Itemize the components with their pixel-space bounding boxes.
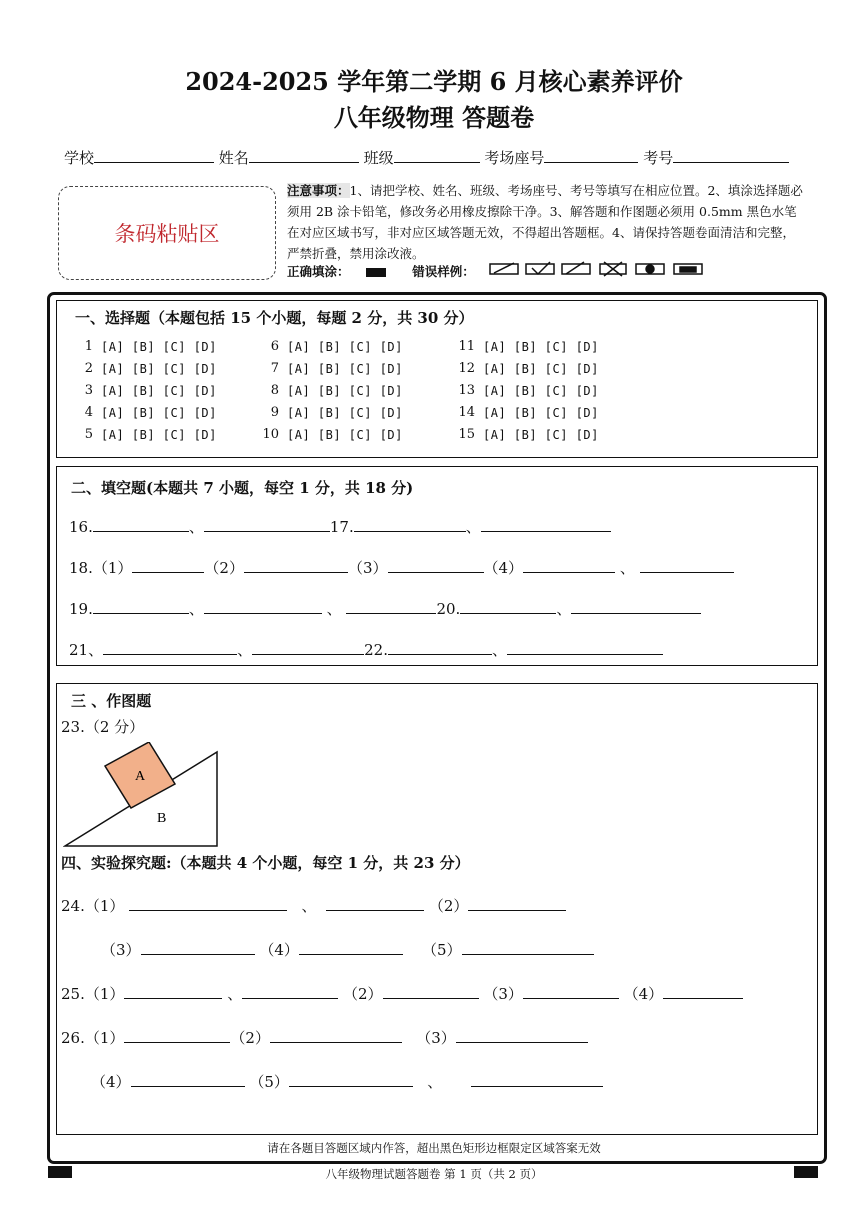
answer-bubbles[interactable]: [A] [B] [C] [D]: [101, 340, 217, 354]
part-3-label: （3）: [101, 941, 141, 959]
q19-blank-1[interactable]: [93, 597, 189, 614]
question-number: 4: [84, 405, 93, 420]
q18-blank-2[interactable]: [244, 556, 348, 573]
fill-example-row: [287, 262, 475, 280]
q26-blank-6[interactable]: [471, 1070, 603, 1087]
separator: 、: [301, 897, 317, 915]
part-2-label: （2）: [428, 897, 469, 915]
name-label: 姓名: [218, 149, 249, 167]
question-number: 13: [458, 383, 475, 398]
q24-row-2: [101, 938, 801, 960]
q18-blank-4[interactable]: [523, 556, 615, 573]
q19-20-row: [69, 597, 809, 619]
q19-blank-2[interactable]: [204, 597, 322, 614]
section4-title: 四、实验探究题:（本题共 4 个小题，每空 1 分，共 23 分）: [61, 854, 470, 872]
q18-blank-5[interactable]: [640, 556, 734, 573]
notice-text: 1、请把学校、姓名、班级、考场座号、考号等填写在相应位置。2、填涂选择题必须用 2B 涂卡铅笔，修改务必用橡皮擦除干净。3、解答题和作图题必须用 0.5mm 黑色水笔在对应区域书写，非对应区域答题无效，不得超出答题框。4、请保持答题卷面清洁和完整，严禁折叠，禁用涂改液。: [287, 183, 803, 261]
part-2-label: （2）: [342, 985, 383, 1003]
correct-fill-label: 正确填涂：: [287, 264, 350, 279]
exam-no-field[interactable]: [673, 146, 789, 163]
separator: 、: [427, 1073, 443, 1091]
part-4-label: （4）: [623, 985, 664, 1003]
question-number: 6: [270, 339, 279, 354]
school-label: 学校: [64, 149, 95, 167]
answer-bubbles[interactable]: [A] [B] [C] [D]: [101, 362, 217, 376]
question-number: 14: [458, 405, 475, 420]
separator: 、: [491, 641, 507, 659]
question-number: 2: [84, 361, 93, 376]
q26-blank-2[interactable]: [270, 1026, 402, 1043]
q24-blank-4[interactable]: [141, 938, 255, 955]
school-field[interactable]: [94, 146, 214, 163]
separator: 、: [619, 559, 635, 577]
q16-label: 16.: [69, 518, 93, 536]
answer-bubbles[interactable]: [A] [B] [C] [D]: [287, 384, 403, 398]
part-1-label: （1）: [84, 1029, 125, 1047]
wrong-fill-samples: [484, 260, 706, 278]
block-a-label: A: [135, 769, 146, 784]
q24-label: 24.: [61, 897, 85, 915]
q17-blank-1[interactable]: [354, 515, 466, 532]
separator: 、: [556, 600, 572, 618]
separator: 、: [188, 518, 204, 536]
section2-title: 二、填空题(本题共 7 小题，每空 1 分，共 18 分): [71, 479, 414, 497]
part-1-label: （1）: [92, 559, 133, 577]
q24-blank-2[interactable]: [326, 894, 424, 911]
q22-label: 22.: [364, 641, 388, 659]
part-2-label: （2）: [204, 559, 244, 577]
answer-bubbles[interactable]: [A] [B] [C] [D]: [483, 340, 599, 354]
q24-blank-1[interactable]: [129, 894, 287, 911]
part-5-label: （5）: [421, 941, 462, 959]
q25-blank-1[interactable]: [124, 982, 222, 999]
separator: 、: [237, 641, 253, 659]
question-number: 11: [458, 339, 475, 354]
page-title: 2024-2025 学年第二学期 6 月核心素养评价: [185, 67, 683, 96]
q19-blank-3[interactable]: [346, 597, 436, 614]
question-number: 15: [458, 427, 475, 442]
q26-label: 26.: [61, 1029, 85, 1047]
q21-22-row: [69, 638, 809, 660]
q22-blank-2[interactable]: [507, 638, 663, 655]
question-number: 10: [262, 427, 279, 442]
q17-label: 17.: [329, 518, 354, 536]
q26-blank-1[interactable]: [124, 1026, 230, 1043]
class-label: 班级: [363, 149, 394, 167]
notice-label: 注意事项：: [287, 183, 350, 198]
answer-bubbles[interactable]: [A] [B] [C] [D]: [483, 406, 599, 420]
question-number: 7: [270, 361, 279, 376]
student-info-row: [64, 146, 824, 168]
q18-blank-1[interactable]: [132, 556, 204, 573]
q26-blank-3[interactable]: [456, 1026, 588, 1043]
q26-blank-4[interactable]: [131, 1070, 245, 1087]
part-3-label: （3）: [416, 1029, 456, 1047]
part-4-label: （4）: [91, 1073, 131, 1091]
wrong-fill-label: 错误样例：: [412, 264, 475, 279]
q22-blank-1[interactable]: [388, 638, 492, 655]
q26-row-2: [91, 1070, 801, 1092]
question-number: 5: [84, 427, 93, 442]
q26-blank-5[interactable]: [289, 1070, 413, 1087]
q25-blank-4[interactable]: [523, 982, 619, 999]
seat-field[interactable]: [544, 146, 638, 163]
barcode-area: [58, 186, 276, 280]
answer-bubbles[interactable]: [A] [B] [C] [D]: [483, 362, 599, 376]
answer-bubbles[interactable]: [A] [B] [C] [D]: [287, 340, 403, 354]
answer-bubbles[interactable]: [A] [B] [C] [D]: [287, 428, 403, 442]
q18-row: [69, 556, 809, 578]
part-1-label: （1）: [84, 897, 125, 915]
q16-blank-1[interactable]: [93, 515, 189, 532]
page-subtitle: 八年级物理 答题卷: [333, 103, 535, 132]
q26-row-1: [61, 1026, 801, 1048]
seat-label: 考场座号: [484, 149, 545, 167]
q25-blank-2[interactable]: [242, 982, 338, 999]
answer-bubbles[interactable]: [A] [B] [C] [D]: [483, 428, 599, 442]
part-2-label: （2）: [230, 1029, 270, 1047]
question-number: 3: [84, 383, 93, 398]
exam-no-label: 考号: [643, 149, 674, 167]
section-choice: [56, 300, 818, 458]
incline-b-label: B: [157, 811, 167, 826]
answer-bubbles[interactable]: [A] [B] [C] [D]: [287, 406, 403, 420]
section-fill: [56, 466, 818, 666]
q20-label: 20.: [436, 600, 461, 618]
footer-note: 请在各题目答题区域内作答，超出黑色矩形边框限定区域答案无效: [267, 1141, 601, 1155]
q21-blank-1[interactable]: [103, 638, 237, 655]
page-footer: 八年级物理试题答题卷 第 1 页（共 2 页）: [325, 1167, 543, 1181]
separator: 、: [227, 985, 243, 1003]
section1-title: 一、选择题（本题包括 15 个小题，每题 2 分，共 30 分）: [75, 309, 474, 327]
correct-fill-sample: [366, 268, 386, 277]
answer-bubbles[interactable]: [A] [B] [C] [D]: [101, 428, 217, 442]
name-field[interactable]: [249, 146, 359, 163]
separator: 、: [326, 600, 342, 618]
q25-blank-5[interactable]: [663, 982, 743, 999]
q18-label: 18.: [69, 559, 93, 577]
section3-title: 三 、作图题: [71, 692, 152, 710]
answer-bubbles[interactable]: [A] [B] [C] [D]: [101, 384, 217, 398]
part-5-label: （5）: [249, 1073, 289, 1091]
incline-diagram[interactable]: [63, 742, 223, 850]
q21-label: 21、: [69, 641, 104, 659]
answer-bubbles[interactable]: [A] [B] [C] [D]: [101, 406, 217, 420]
q24-blank-5[interactable]: [299, 938, 403, 955]
separator: 、: [465, 518, 481, 536]
q16-17-row: [69, 515, 809, 537]
q19-label: 19.: [69, 600, 93, 618]
answer-bubbles[interactable]: [A] [B] [C] [D]: [483, 384, 599, 398]
q24-row-1: [61, 894, 801, 916]
part-1-label: （1）: [84, 985, 125, 1003]
q17-blank-2[interactable]: [481, 515, 611, 532]
q25-blank-3[interactable]: [383, 982, 479, 999]
q18-blank-3[interactable]: [388, 556, 484, 573]
q16-blank-2[interactable]: [204, 515, 330, 532]
class-field[interactable]: [394, 146, 480, 163]
question-number: 12: [458, 361, 475, 376]
answer-bubbles[interactable]: [A] [B] [C] [D]: [287, 362, 403, 376]
notice-block: [287, 180, 807, 264]
q20-blank-2[interactable]: [571, 597, 701, 614]
q24-blank-6[interactable]: [462, 938, 594, 955]
q25-row: [61, 982, 801, 1004]
part-3-label: （3）: [483, 985, 523, 1003]
q20-blank-1[interactable]: [460, 597, 556, 614]
separator: 、: [188, 600, 204, 618]
barcode-label: 条码粘贴区: [114, 222, 220, 246]
q24-blank-3[interactable]: [468, 894, 566, 911]
section-drawing-experiment: [56, 683, 818, 1135]
part-4-label: （4）: [259, 941, 299, 959]
q23-label: 23.（2 分）: [61, 718, 145, 736]
part-3-label: （3）: [347, 559, 388, 577]
question-number: 1: [84, 339, 93, 354]
question-number: 8: [270, 383, 279, 398]
part-4-label: （4）: [483, 559, 524, 577]
question-number: 9: [270, 405, 279, 420]
q21-blank-2[interactable]: [252, 638, 364, 655]
q25-label: 25.: [61, 985, 85, 1003]
